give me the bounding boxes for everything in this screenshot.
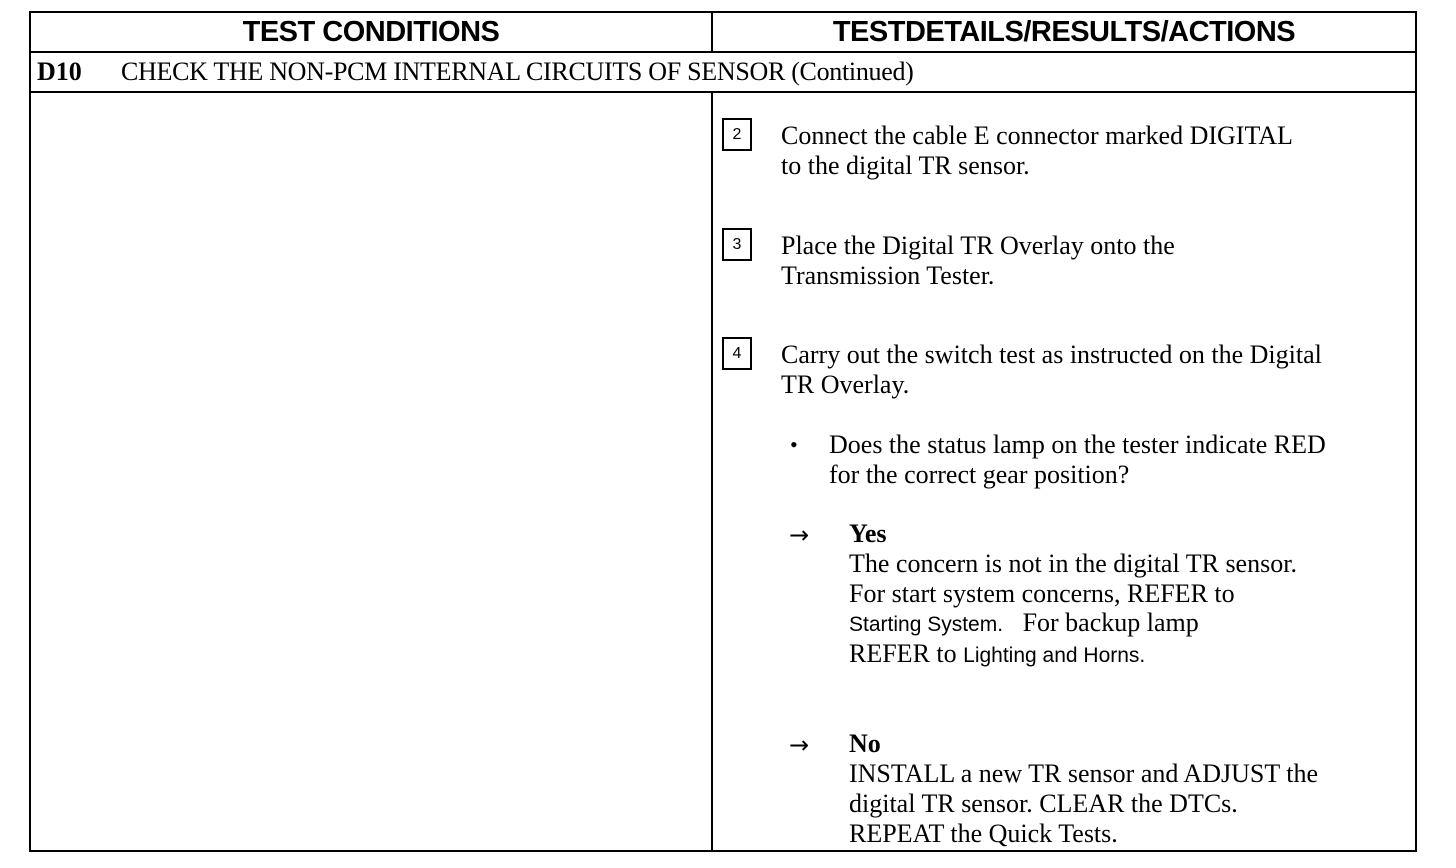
- yes-arrow-icon: →: [789, 521, 810, 549]
- no-line-1: INSTALL a new TR sensor and ADJUST the: [849, 759, 1319, 788]
- bullet-icon: •: [790, 432, 798, 457]
- question-line-2: for the correct gear position?: [829, 460, 1130, 489]
- starting-system-ref: Starting System.: [849, 613, 1004, 636]
- refer-text: REFER to: [849, 639, 957, 668]
- step-3-line-2: Transmission Tester.: [781, 261, 995, 290]
- section-row: [31, 53, 1415, 93]
- section-id: D10: [37, 57, 82, 86]
- lighting-horns-ref: Lighting and Horns.: [963, 644, 1146, 667]
- yes-label: Yes: [849, 519, 887, 548]
- step-number-box: 3: [722, 228, 752, 261]
- yes-line-4: [849, 639, 1145, 671]
- no-arrow-icon: →: [789, 731, 810, 759]
- step-number-box: 4: [722, 337, 752, 370]
- step-2-line-2: to the digital TR sensor.: [781, 151, 1030, 180]
- backup-lamp-text: For backup lamp: [1022, 608, 1199, 637]
- step-4-line-1: Carry out the switch test as instructed on the Digital: [781, 340, 1322, 369]
- header-test-conditions: TEST CONDITIONS: [31, 13, 713, 51]
- yes-line-1: The concern is not in the digital TR sensor.: [849, 549, 1297, 578]
- step-4-line-2: TR Overlay.: [781, 370, 910, 399]
- section-title: CHECK THE NON-PCM INTERNAL CIRCUITS OF SENSOR (Continued): [121, 57, 914, 86]
- step-3-line-1: Place the Digital TR Overlay onto the: [781, 231, 1175, 260]
- yes-line-3: [849, 608, 1199, 640]
- no-label: No: [849, 729, 881, 758]
- yes-line-2: For start system concerns, REFER to: [849, 579, 1235, 608]
- column-divider: [711, 93, 713, 852]
- step-number-box: 2: [722, 118, 752, 151]
- table-header-row: [31, 13, 1415, 53]
- step-2-line-1: Connect the cable E connector marked DIGITAL: [781, 121, 1293, 150]
- header-test-details: TESTDETAILS/RESULTS/ACTIONS: [832, 15, 1296, 48]
- no-line-2: digital TR sensor. CLEAR the DTCs.: [849, 789, 1238, 818]
- question-line-1: Does the status lamp on the tester indicate RED: [829, 430, 1326, 459]
- no-line-3: REPEAT the Quick Tests.: [849, 819, 1118, 848]
